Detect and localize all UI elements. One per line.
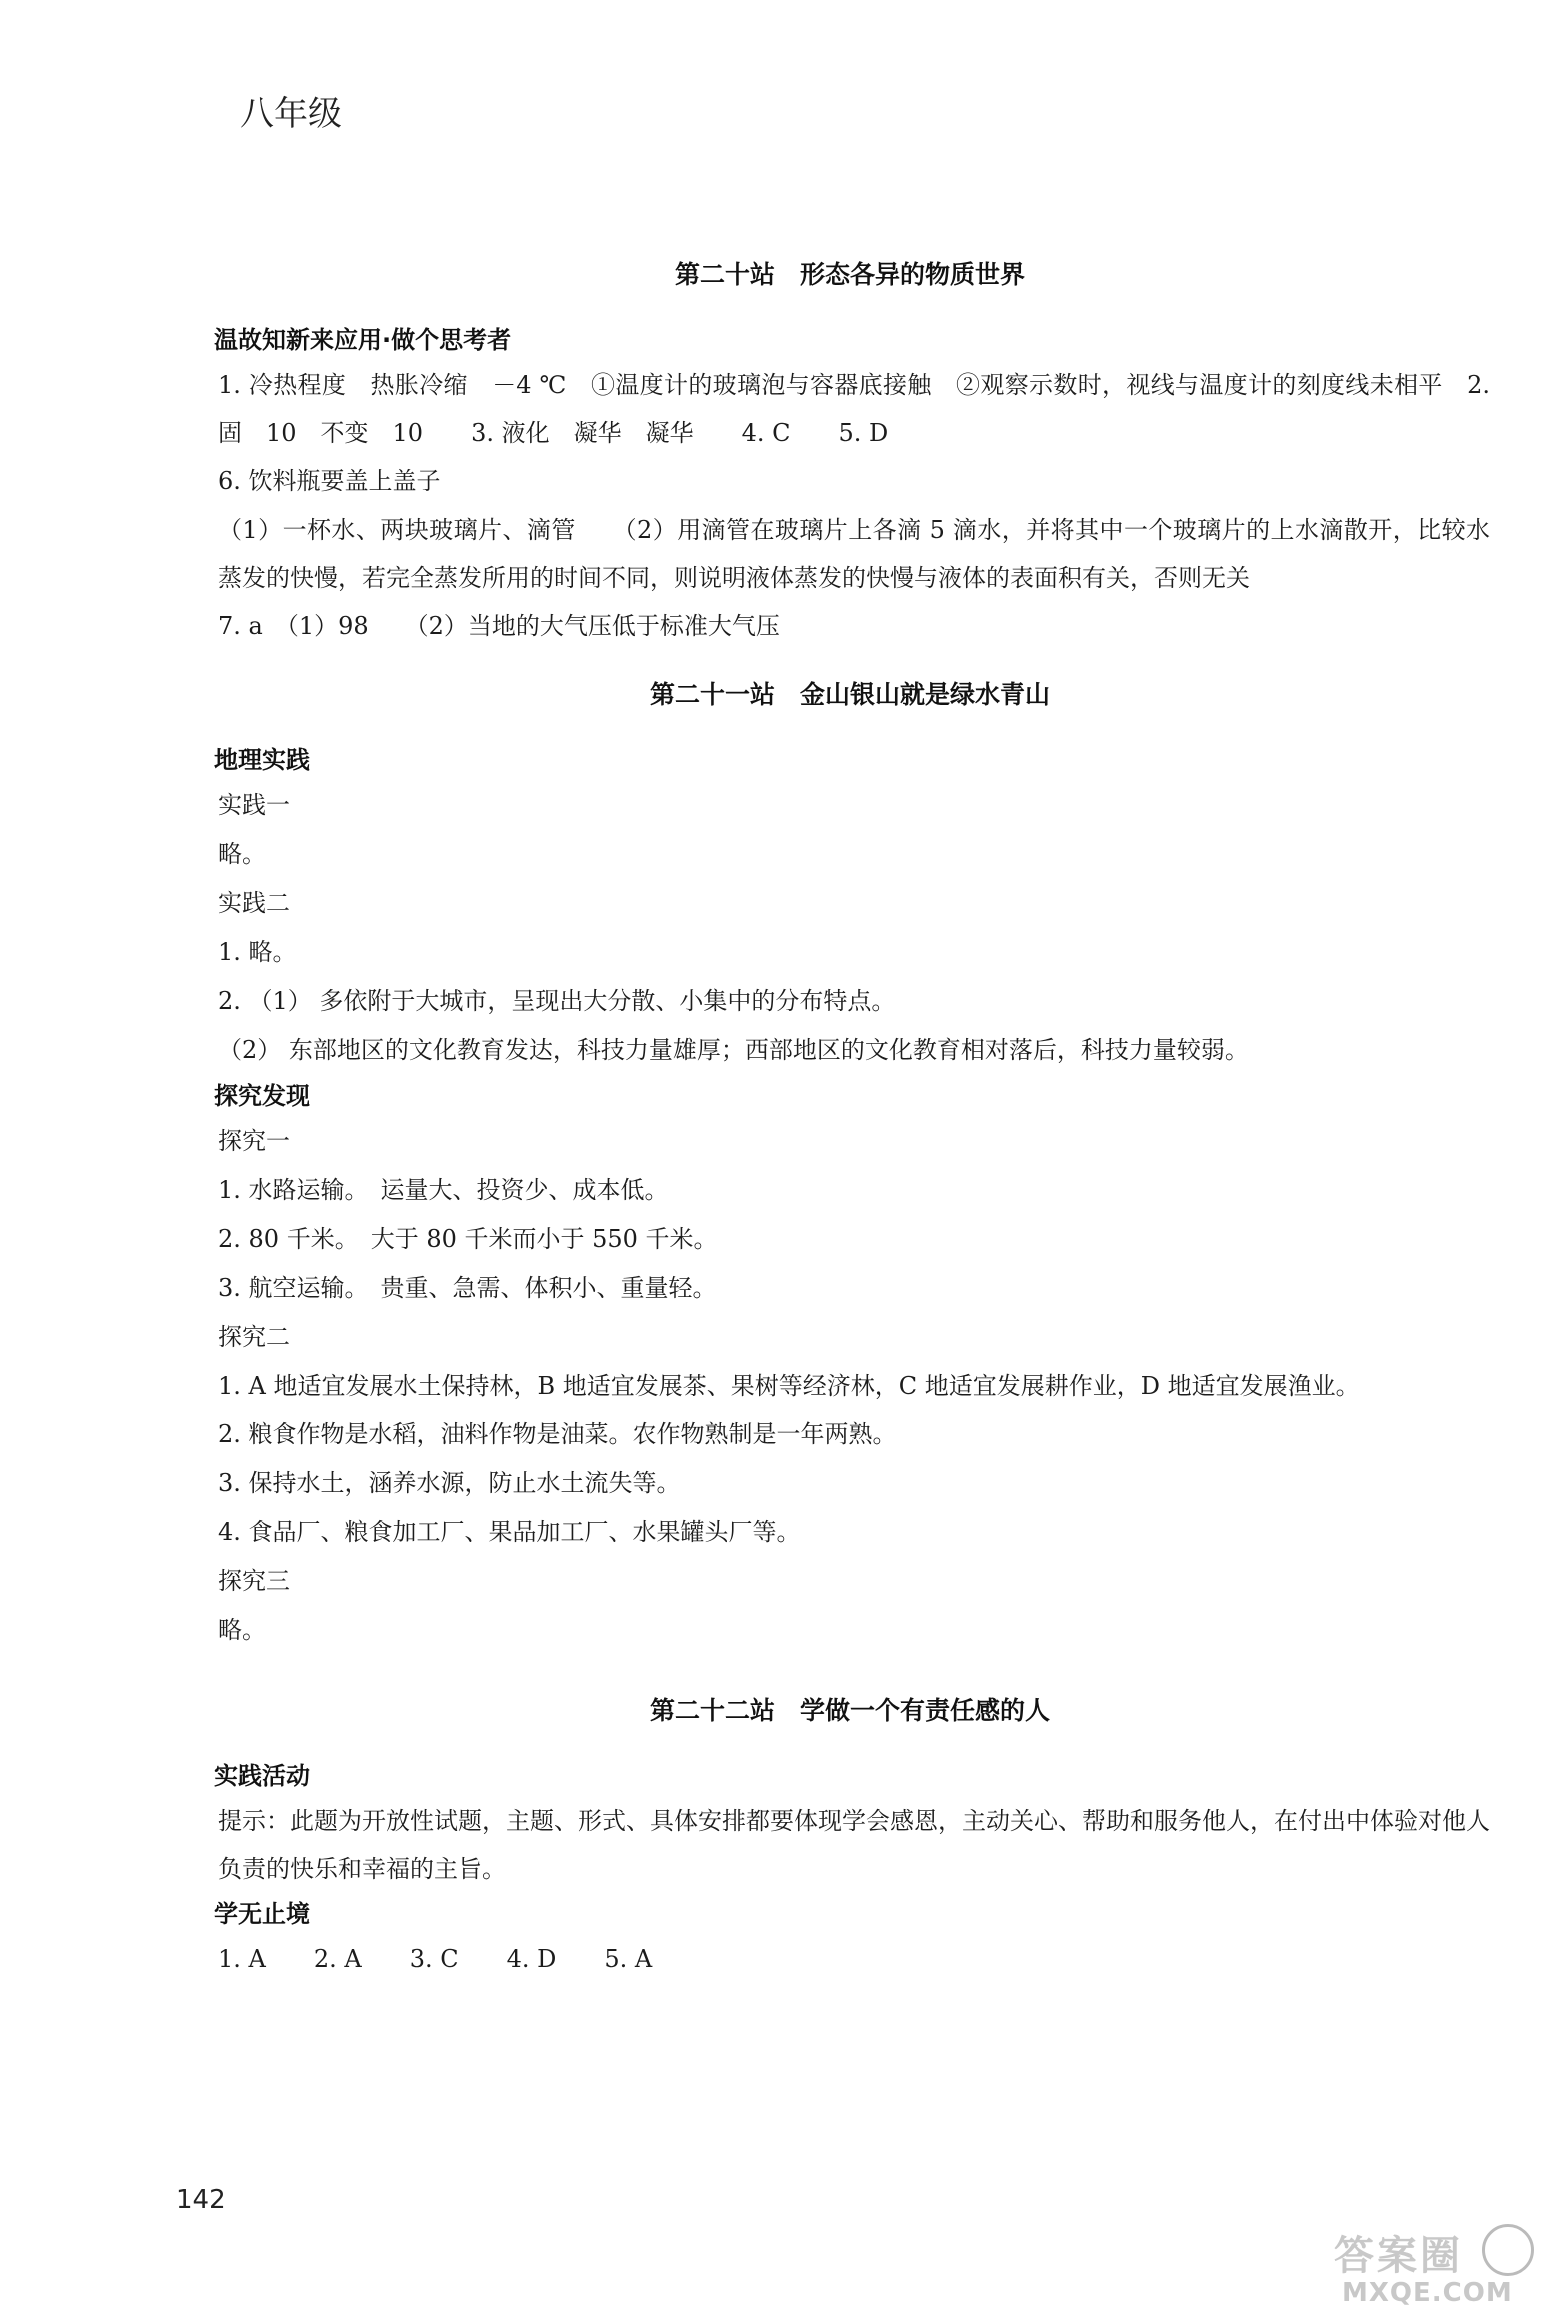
seal-icon — [1482, 2224, 1534, 2276]
station-title-22: 第二十二站 学做一个有责任感的人 — [649, 1696, 1050, 1725]
grade-label: 八年级 — [240, 94, 342, 134]
answer-line: 探究一 — [218, 1127, 290, 1155]
answer-line: 2. 80 千米。 大于 80 千米而小于 550 千米。 — [218, 1225, 718, 1253]
answer-line: 略。 — [218, 1616, 266, 1644]
page-number: 142 — [176, 2185, 226, 2215]
answer-line: （2） 东部地区的文化教育发达，科技力量雄厚；西部地区的文化教育相对落后，科技力量较弱。 — [218, 1036, 1249, 1064]
section-heading: 学无止境 — [214, 1900, 310, 1928]
watermark-url: MXQE.COM — [1342, 2278, 1513, 2308]
section-heading: 探究发现 — [214, 1082, 310, 1110]
answer-line: 略。 — [218, 840, 266, 868]
answer-line: 3. 航空运输。 贵重、急需、体积小、重量轻。 — [218, 1274, 717, 1302]
section-heading: 地理实践 — [214, 746, 310, 774]
answer-line: 探究三 — [218, 1567, 290, 1595]
answer-line: 1. A 地适宜发展水土保持林，B 地适宜发展茶、果树等经济林，C 地适宜发展耕作业，D 地适宜发展渔业。 — [218, 1372, 1360, 1400]
station-title-21: 第二十一站 金山银山就是绿水青山 — [649, 680, 1050, 709]
answer-line: 7. a （1）98 （2）当地的大气压低于标准大气压 — [218, 612, 780, 640]
answer-line: 1. A 2. A 3. C 4. D 5. A — [218, 1945, 653, 1973]
answer-line: 2. 粮食作物是水稻，油料作物是油菜。农作物熟制是一年两熟。 — [218, 1420, 897, 1448]
section-heading: 温故知新来应用·做个思考者 — [214, 326, 512, 354]
answer-line: 1. 水路运输。 运量大、投资少、成本低。 — [218, 1176, 669, 1204]
answer-line: 2. （1） 多依附于大城市，呈现出大分散、小集中的分布特点。 — [218, 987, 896, 1015]
answer-line: 6. 饮料瓶要盖上盖子 — [218, 467, 441, 495]
answer-line: 3. 保持水土，涵养水源，防止水土流失等。 — [218, 1469, 681, 1497]
answer-line: 实践一 — [218, 791, 290, 819]
answer-line: 提示：此题为开放性试题，主题、形式、具体安排都要体现学会感恩，主动关心、帮助和服务他人，在付出中体验对他人负责的快乐和幸福的主旨。 — [218, 1807, 1490, 1883]
answer-line: 实践二 — [218, 889, 290, 917]
answer-line: 探究二 — [218, 1323, 290, 1351]
answer-line: 1. 冷热程度 热胀冷缩 －4 ℃ ①温度计的玻璃泡与容器底接触 ②观察示数时，视线与温度计的刻度线未相平 2. 固 10 不变 10 3. 液化 凝华 凝华 4. C 5. D — [218, 371, 1490, 447]
watermark-text: 答案圈 — [1334, 2233, 1463, 2279]
answer-content — [210, 255, 1490, 1984]
section-heading: 实践活动 — [214, 1762, 310, 1790]
answer-line: 4. 食品厂、粮食加工厂、果品加工厂、水果罐头厂等。 — [218, 1518, 801, 1546]
answer-line: 1. 略。 — [218, 938, 297, 966]
watermark-logo — [1324, 2218, 1546, 2310]
station-title-20: 第二十站 形态各异的物质世界 — [674, 260, 1025, 289]
answer-line: （1）一杯水、两块玻璃片、滴管 （2）用滴管在玻璃片上各滴 5 滴水，并将其中一个玻璃片的上水滴散开，比较水蒸发的快慢，若完全蒸发所用的时间不同，则说明液体蒸发的快慢与液体的表面积有关，否则无关 — [218, 516, 1490, 592]
